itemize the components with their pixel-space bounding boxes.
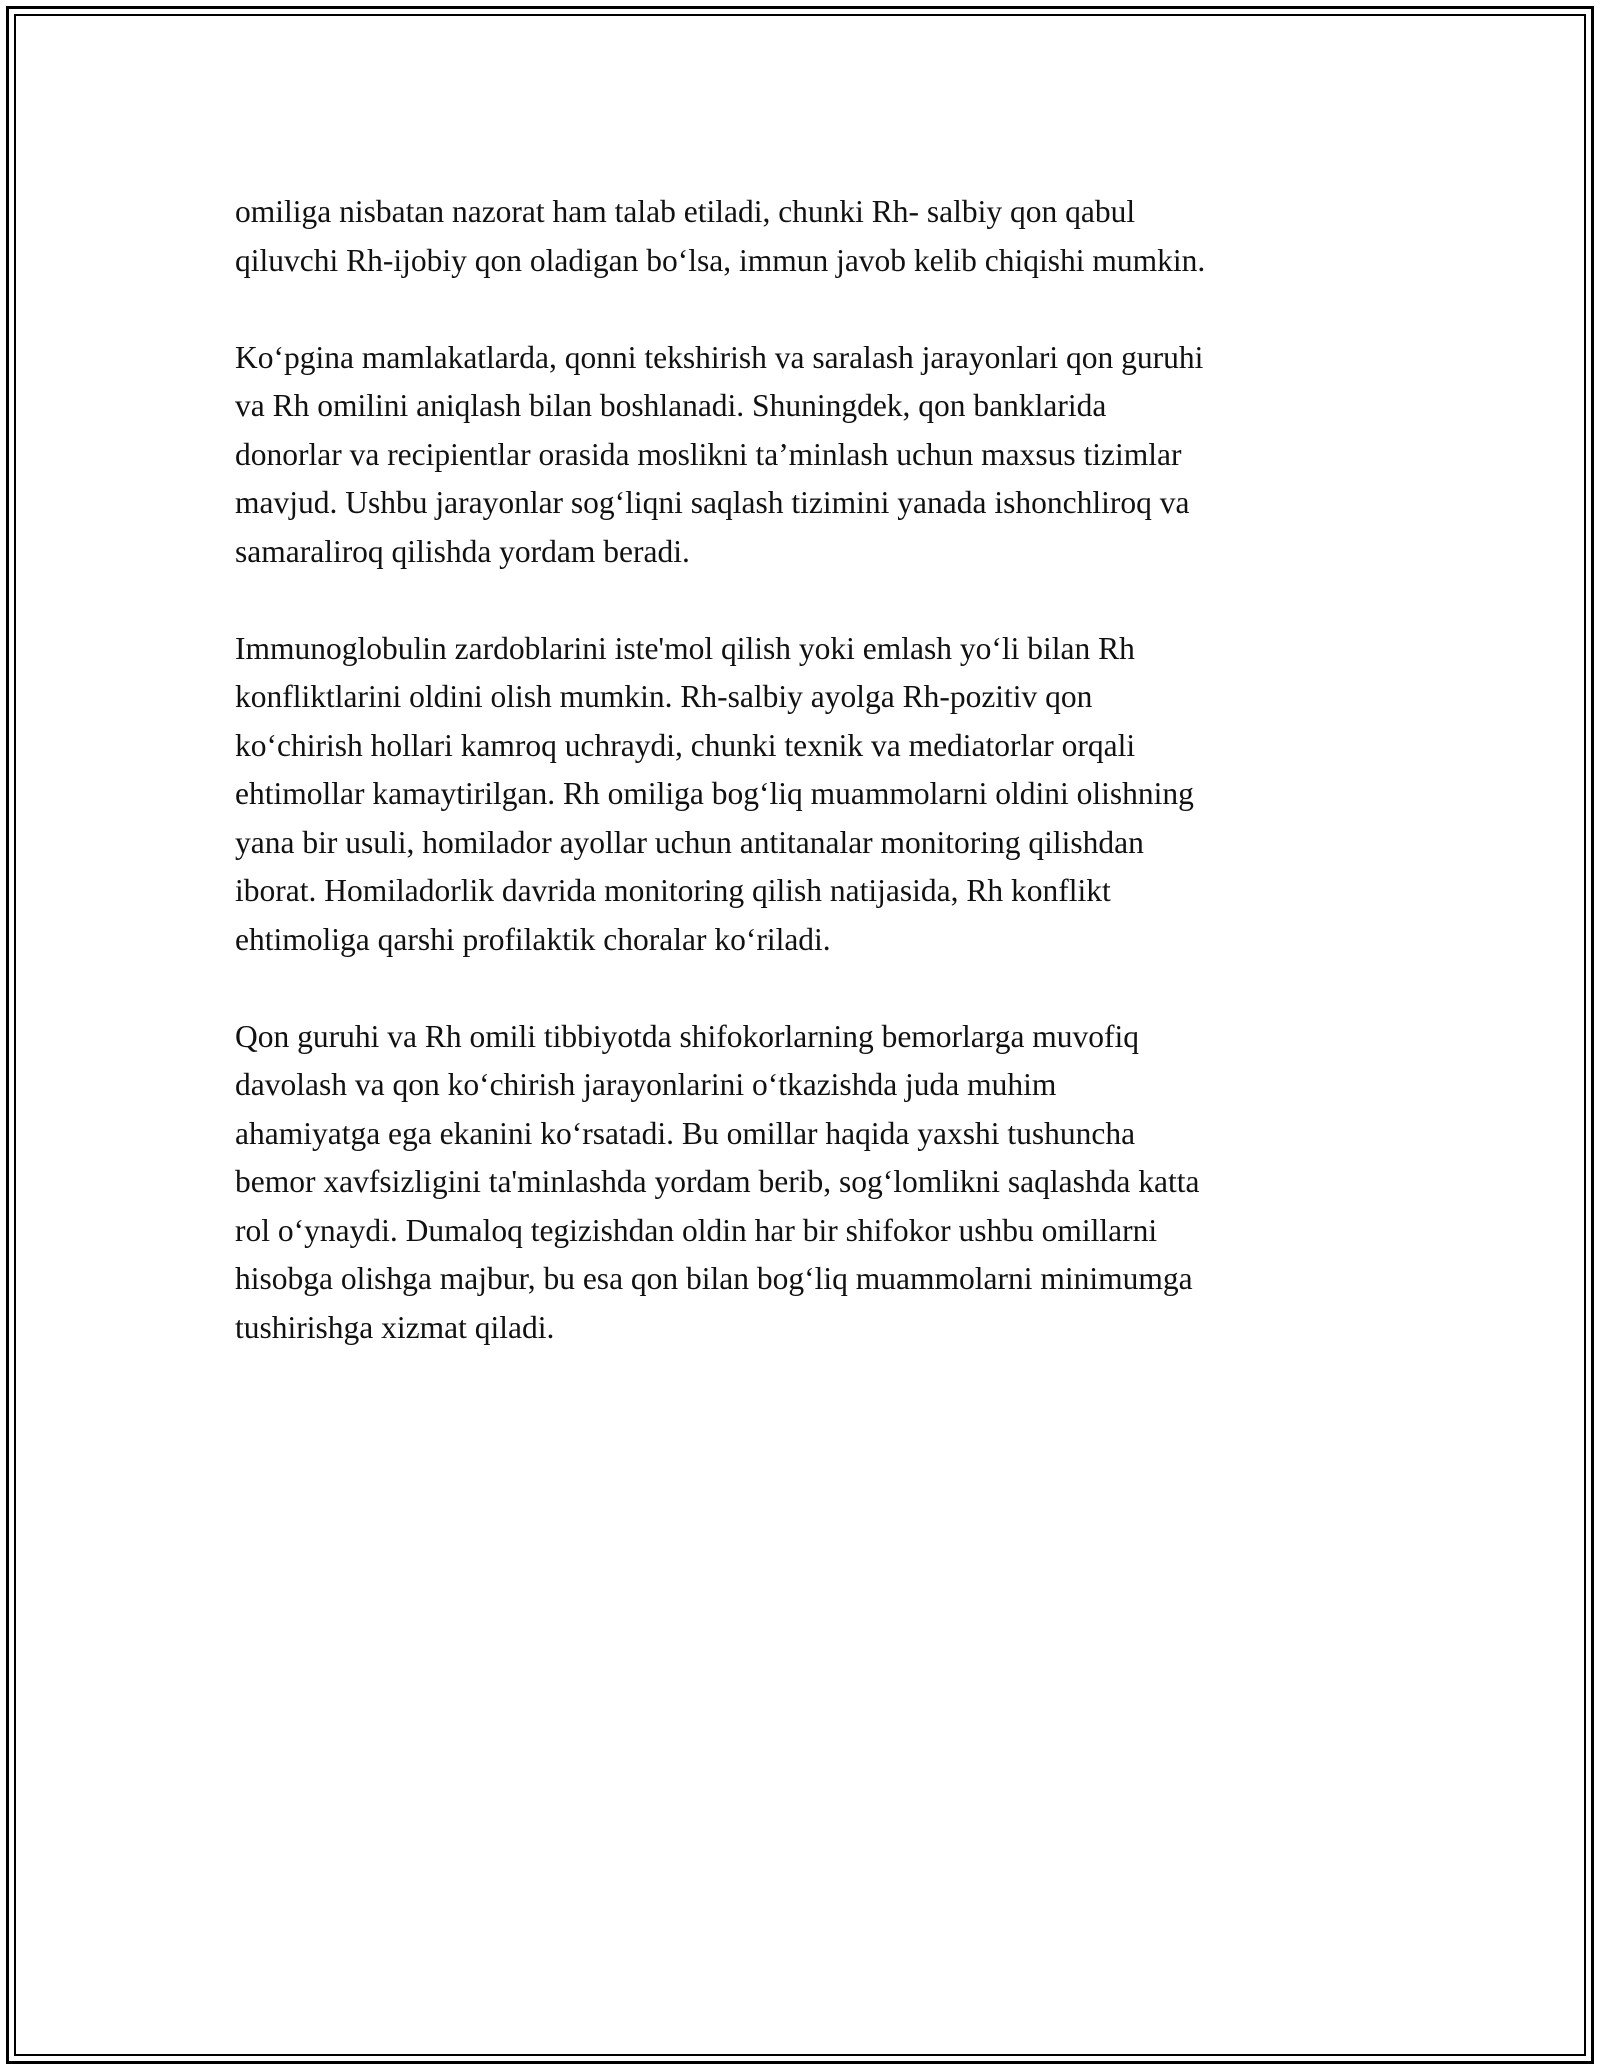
paragraph-3: Immunoglobulin zardoblarini iste'mol qilish yoki emlash yo‘li bilan Rh konfliktlarini oldini olish mumkin. Rh-salbiy ayolga Rh-pozitiv qon ko‘chirish hollari kamroq uchraydi, chunki texnik va mediatorlar orqali ehtimollar kamaytirilgan. Rh omiliga bog‘liq muammolarni oldini olishning yana bir usuli, homilador ayollar uchun antitanalar monitoring qilishdan iborat. Homiladorlik davrida monitoring qilish natijasida, Rh konflikt ehtimoliga qarshi profilaktik choralar ko‘riladi. bbox=[235, 630, 1194, 957]
paragraph-2: Ko‘pgina mamlakatlarda, qonni tekshirish va saralash jarayonlari qon guruhi va Rh omilini aniqlash bilan boshlanadi. Shuningdek, qon banklarida donorlar va recipientlar orasida moslikni ta’minlash uchun maxsus tizimlar mavjud. Ushbu jarayonlar sog‘liqni saqlash tizimini yanada ishonchliroq va samaraliroq qilishda yordam beradi. bbox=[235, 339, 1204, 569]
paragraph-1: omiliga nisbatan nazorat ham talab etiladi, chunki Rh- salbiy qon qabul qiluvchi Rh-ijobiy qon oladigan bo‘lsa, immun javob kelib chiqishi mumkin. bbox=[235, 194, 1206, 278]
document-body bbox=[235, 188, 1375, 1401]
paragraph-4: Qon guruhi va Rh omili tibbiyotda shifokorlarning bemorlarga muvofiq davolash va qon ko‘chirish jarayonlarini o‘tkazishda juda muhim ahamiyatga ega ekanini ko‘rsatadi. Bu omillar haqida yaxshi tushuncha bemor xavfsizligini ta'minlashda yordam berib, sog‘lomlikni saqlashda katta rol o‘ynaydi. Dumaloq tegizishdan oldin har bir shifokor ushbu omillarni hisobga olishga majbur, bu esa qon bilan bog‘liq muammolarni minimumga tushirishga xizmat qiladi. bbox=[235, 1018, 1200, 1345]
